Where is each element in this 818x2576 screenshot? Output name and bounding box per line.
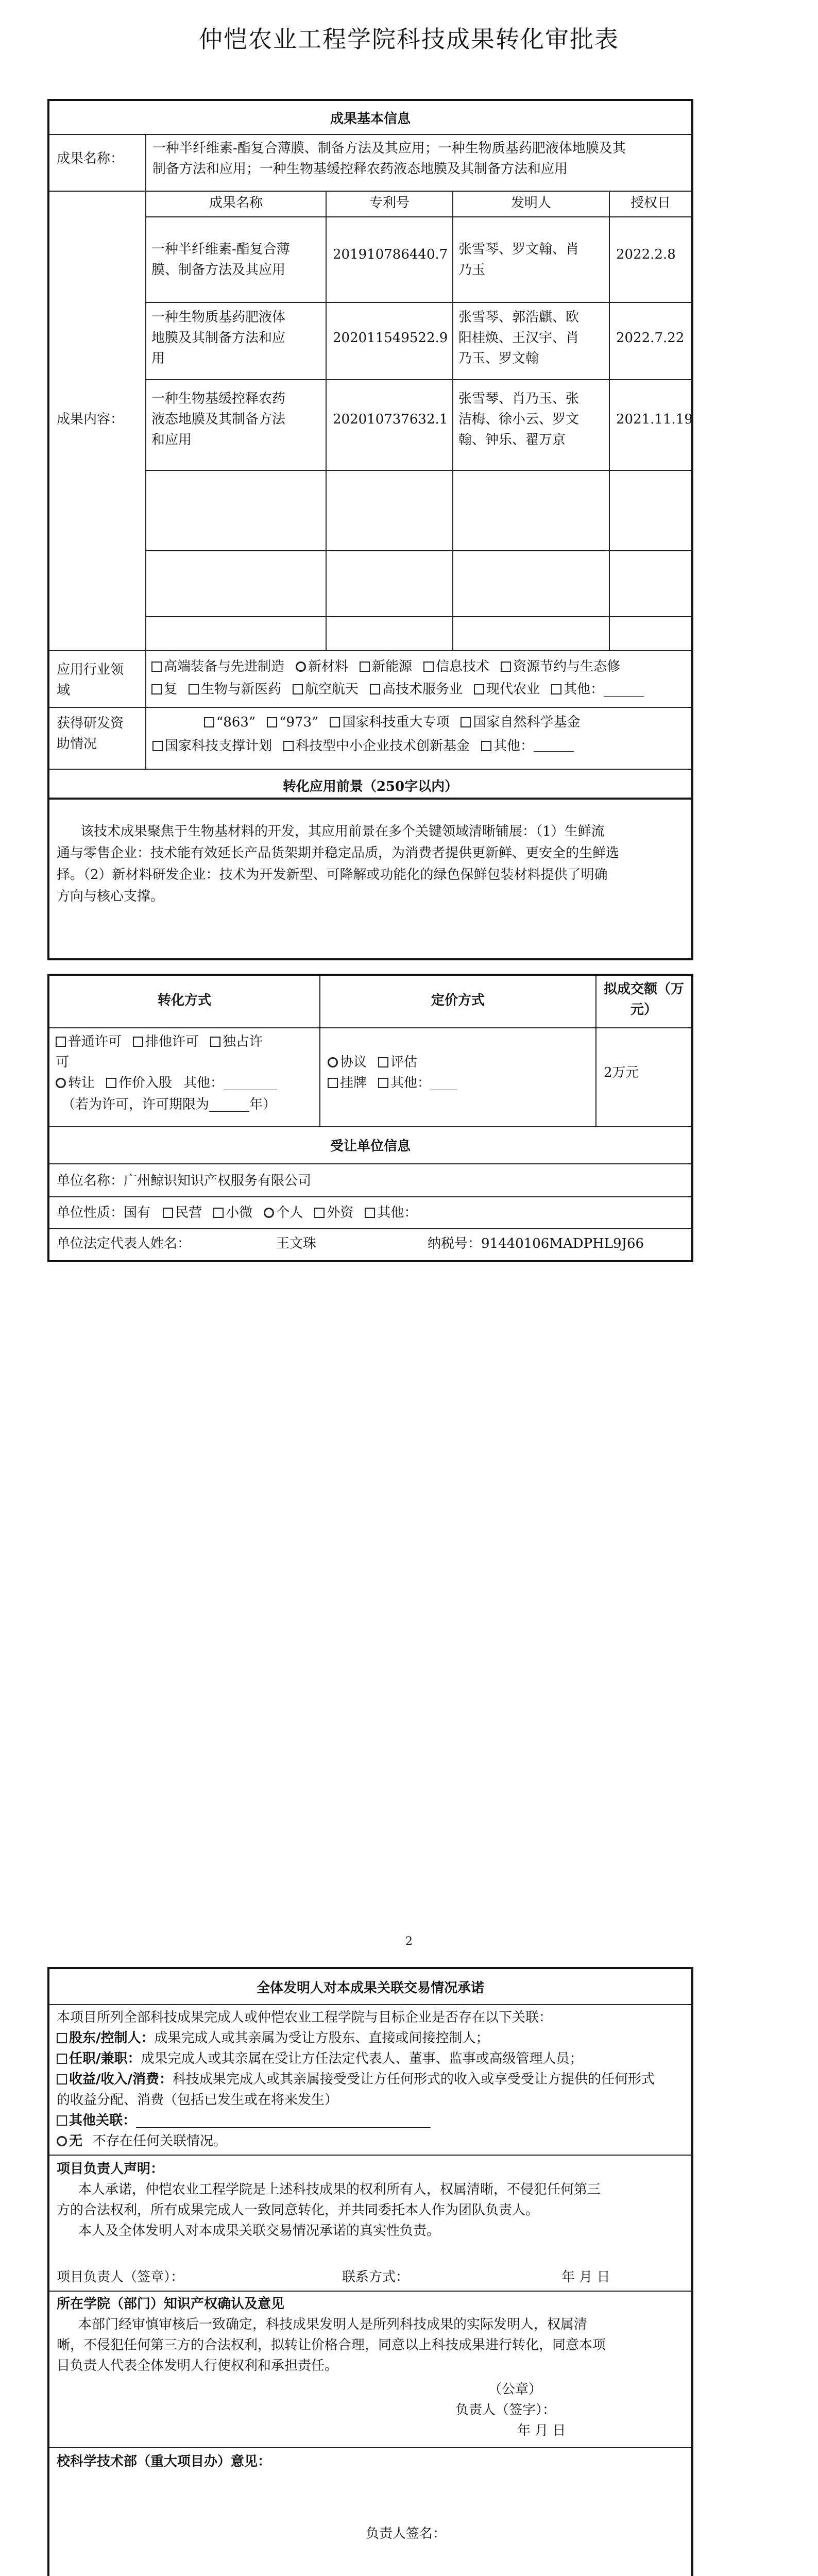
legal-rep-label: 单位法定代表人姓名： <box>57 1236 191 1251</box>
option-item[interactable] <box>133 1034 199 1049</box>
receiver-nature-options <box>163 1205 429 1221</box>
license-period-note: （若为许可，许可期限为______年） <box>62 1097 277 1112</box>
option-label: 个人 <box>276 1205 303 1221</box>
option-item[interactable] <box>204 715 255 730</box>
transfer-table <box>47 974 693 1262</box>
patent-title: 和应用 <box>151 432 192 448</box>
option-item[interactable] <box>370 682 463 697</box>
leader-line: 方的合法权利，所有成果完成人一致同意转化，并共同委托本人作为团队负责人。 <box>57 2202 539 2218</box>
option-label: 其他：＿＿＿ <box>493 738 574 754</box>
relation-item-position: 任职/兼职：成果完成人或其亲属在受让方任法定代表人、董事、监事或高级管理人员； <box>57 2049 583 2068</box>
option-item[interactable] <box>551 682 644 697</box>
option-item[interactable] <box>267 715 318 730</box>
industry-label: 应用行业领 <box>57 662 124 677</box>
checkbox[interactable] <box>57 2054 67 2064</box>
relation-item-income-cont: 的收益分配、消费（包括已发生或在将来发生） <box>57 2092 338 2108</box>
option-label: 信息技术 <box>436 659 490 674</box>
checkbox[interactable] <box>267 717 277 727</box>
option-label: 小微 <box>226 1205 253 1221</box>
industry-label: 域 <box>57 683 71 698</box>
option-label: 现代农业 <box>486 682 540 697</box>
patent-title: 用 <box>151 351 165 366</box>
patent-inventors: 张雪琴、郭浩麒、欧 <box>458 310 580 325</box>
patent-inventors: 张雪琴、肖乃玉、张 <box>458 391 580 406</box>
checkbox[interactable] <box>213 1208 224 1218</box>
radio-selected[interactable] <box>56 1078 66 1088</box>
checkbox[interactable] <box>57 2115 67 2126</box>
receiver-header: 受让单位信息 <box>330 1139 411 1154</box>
checkbox[interactable] <box>328 1078 338 1088</box>
prospect-section <box>47 798 693 960</box>
school-sign: 负责人签名： <box>366 2526 447 2541</box>
checkbox[interactable] <box>501 662 511 672</box>
checkbox[interactable] <box>57 2033 67 2043</box>
funding-options-line-2 <box>152 737 585 755</box>
checkbox[interactable] <box>283 741 294 751</box>
patent-inventors: 乃玉、罗文翰 <box>458 351 539 366</box>
patent-title: 一种半纤维素-酯复合薄 <box>151 242 290 257</box>
checkbox[interactable] <box>378 1078 388 1088</box>
checkbox[interactable] <box>133 1037 143 1047</box>
checkbox[interactable] <box>481 741 491 751</box>
option-item[interactable] <box>378 1055 417 1070</box>
col-header-name: 成果名称 <box>209 195 263 211</box>
pricing-options-2 <box>328 1074 469 1092</box>
transfer-mode-header: 转化方式 <box>157 993 211 1008</box>
prospect-line: 通与零售企业：技术能有效延长产品货架期并稳定品质，为消费者提供更新鲜、更安全的生鲜选 <box>57 845 620 861</box>
prospect-header: 转化应用前景（250字以内） <box>282 779 458 794</box>
checkbox[interactable] <box>360 662 370 672</box>
commitment-table <box>47 1967 693 2576</box>
option-label: 普通许可 <box>68 1034 122 1049</box>
deal-amount: 2万元 <box>604 1065 639 1080</box>
patent-inventors: 乃玉 <box>458 262 486 278</box>
option-label: 新材料 <box>308 659 349 674</box>
prospect-line: 方向与核心支撑。 <box>57 889 164 904</box>
option-label: 复 <box>164 682 178 697</box>
relation-item-none: 无 不存在任何关联情况。 <box>57 2132 227 2150</box>
option-item[interactable] <box>151 682 177 697</box>
option-item[interactable] <box>283 738 470 754</box>
option-item[interactable] <box>210 1034 263 1049</box>
option-item[interactable] <box>296 659 348 674</box>
leader-date: 年 月 日 <box>561 2269 610 2285</box>
option-item[interactable] <box>328 1055 367 1070</box>
option-label: 独占许 <box>223 1034 263 1049</box>
option-label: 民营 <box>175 1205 202 1221</box>
form-title: 仲恺农业工程学院科技成果转化审批表 <box>199 25 619 53</box>
patent-title: 液态地膜及其制备方法 <box>151 412 286 427</box>
option-item[interactable] <box>423 659 489 674</box>
option-label: “863” <box>216 715 256 730</box>
commitment-intro: 本项目所列全部科技成果完成人或仲恺农业工程学院与目标企业是否存在以下关联： <box>57 2010 553 2025</box>
option-item[interactable] <box>151 659 284 674</box>
option-label: 其他： <box>377 1205 418 1221</box>
option-item[interactable] <box>264 1205 303 1221</box>
school-opinion-head: 校科学技术部（重大项目办）意见： <box>57 2454 271 2469</box>
prospect-line: 该技术成果聚焦于生物基材料的开发，其应用前景在多个关键领域清晰铺展：（1）生鲜流 <box>80 824 605 839</box>
option-label: 国家科技重大专项 <box>342 715 450 730</box>
option-label: 国家自然科学基金 <box>473 715 581 730</box>
legal-rep-name: 王文珠 <box>276 1236 317 1251</box>
name-line-2: 制备方法和应用；一种生物基缓控释农药液态地膜及其制备方法和应用 <box>152 161 568 177</box>
checkbox[interactable] <box>151 684 162 694</box>
option-item[interactable] <box>330 715 449 730</box>
checkbox[interactable] <box>461 717 471 727</box>
option-item[interactable] <box>106 1075 172 1091</box>
prospect-line: 择。（2）新材料研发企业：技术为开发新型、可降解或功能化的绿色保鲜包装材料提供了明确 <box>57 867 608 883</box>
col-header-date: 授权日 <box>630 195 671 211</box>
department-sign: 负责人（签字）： <box>455 2402 556 2418</box>
checkbox[interactable] <box>210 1037 220 1047</box>
option-item[interactable] <box>501 659 620 674</box>
pricing-options <box>328 1053 429 1072</box>
option-item[interactable] <box>378 1075 457 1091</box>
option-item[interactable] <box>189 682 281 697</box>
option-item[interactable] <box>163 1205 202 1221</box>
option-label: 挂牌 <box>340 1075 367 1091</box>
department-line: 本部门经审慎审核后一致确定，科技成果发明人是所列科技成果的实际发明人，权属清 <box>78 2317 588 2332</box>
option-item[interactable] <box>365 1205 417 1221</box>
name-line-1: 一种半纤维素-酯复合薄膜、制备方法及其应用；一种生物质基药肥液体地膜及其 <box>152 141 626 156</box>
transfer-mode-wrap: 可 <box>56 1055 70 1070</box>
checkbox[interactable] <box>423 662 434 672</box>
option-item[interactable] <box>152 738 272 754</box>
option-item[interactable] <box>183 1075 277 1091</box>
radio-selected[interactable] <box>264 1208 274 1218</box>
option-label: 其他：________ <box>183 1075 278 1091</box>
industry-options-line-1 <box>151 657 632 676</box>
option-label: 外资 <box>327 1205 354 1221</box>
leader-line: 本人及全体发明人对本成果关联交易情况承诺的真实性负责。 <box>78 2223 440 2239</box>
department-line: 晰，不侵犯任何第三方的合法权利，拟转让价格合理，同意以上科技成果进行转化，同意本项 <box>57 2337 606 2353</box>
tax-number: 纳税号：91440106MADPHL9J66 <box>428 1236 644 1251</box>
checkbox[interactable] <box>163 1208 173 1218</box>
amount-header: 元） <box>630 1002 657 1018</box>
department-line: 目负责人代表全体发明人行使权利和承担责任。 <box>57 2358 338 2374</box>
commitment-header: 全体发明人对本成果关联交易情况承诺 <box>256 1980 484 1996</box>
option-label: 科技型中小企业技术创新基金 <box>296 738 470 754</box>
patent-number: 202011549522.9 <box>333 330 448 346</box>
pricing-header: 定价方式 <box>431 993 485 1008</box>
option-label: 资源节约与生态修 <box>513 659 621 674</box>
leader-contact-label: 联系方式： <box>342 2269 410 2285</box>
checkbox[interactable] <box>551 684 561 694</box>
amount-header: 拟成交额（万 <box>603 981 684 997</box>
option-item[interactable] <box>461 715 580 730</box>
option-label: “973” <box>279 715 319 730</box>
patent-inventors: 翰、钟乐、翟万京 <box>458 432 566 448</box>
option-label: 排他许可 <box>145 1034 199 1049</box>
option-item[interactable] <box>56 1075 95 1091</box>
patent-inventors: 洁梅、徐小云、罗文 <box>458 412 580 427</box>
transfer-mode-options <box>56 1032 274 1051</box>
receiver-name: 单位名称：广州鲸识知识产权服务有限公司 <box>57 1173 312 1189</box>
page-number: 2 <box>405 1935 413 1948</box>
option-item[interactable] <box>314 1205 353 1221</box>
department-seal: （公章） <box>488 2382 542 2397</box>
checkbox[interactable] <box>189 684 199 694</box>
patent-inventors: 阳桂焕、王汉宇、肖 <box>458 330 580 346</box>
radio-selected[interactable] <box>296 662 306 672</box>
leader-line: 本人承诺，仲恺农业工程学院是上述科技成果的权利所有人，权属清晰，不侵犯任何第三 <box>78 2182 601 2197</box>
option-label: 高技术服务业 <box>382 682 463 697</box>
radio-selected[interactable] <box>57 2136 67 2146</box>
content-label: 成果内容： <box>57 412 124 427</box>
industry-options-line-2 <box>151 680 655 699</box>
option-label: 其他：____ <box>390 1075 458 1091</box>
option-item[interactable] <box>474 682 540 697</box>
option-label: 高端装备与先进制造 <box>164 659 285 674</box>
department-date: 年 月 日 <box>517 2423 566 2438</box>
receiver-nature-label: 单位性质：国有 <box>57 1205 151 1221</box>
patent-inventors: 张雪琴、罗文翰、肖 <box>458 242 580 257</box>
patent-number: 202010737632.1 <box>333 412 448 427</box>
name-label: 成果名称： <box>57 151 124 166</box>
patent-title: 一种生物基缓控释农药 <box>151 391 286 406</box>
option-label: 航空航天 <box>305 682 359 697</box>
funding-options-line-1 <box>204 713 591 732</box>
option-label: 转让 <box>68 1075 95 1091</box>
option-item[interactable] <box>328 1075 367 1091</box>
option-label: 作价入股 <box>118 1075 173 1091</box>
checkbox[interactable] <box>57 2074 67 2084</box>
option-label: 其他：______ <box>564 682 644 697</box>
patent-date: 2022.7.22 <box>616 330 685 346</box>
option-label: 评估 <box>390 1055 418 1070</box>
checkbox[interactable] <box>370 684 380 694</box>
transfer-mode-options-2 <box>56 1074 288 1092</box>
option-item[interactable] <box>293 682 359 697</box>
checkbox[interactable] <box>314 1208 325 1218</box>
department-head: 所在学院（部门）知识产权确认及意见 <box>57 2296 285 2312</box>
option-label: 新能源 <box>372 659 413 674</box>
option-item[interactable] <box>56 1034 122 1049</box>
option-label: 生物与新医药 <box>201 682 282 697</box>
col-header-patent: 专利号 <box>369 195 410 211</box>
relation-item-other: 其他关联：____________________________________________ <box>57 2111 431 2130</box>
leader-declaration-head: 项目负责人声明： <box>57 2161 164 2177</box>
checkbox[interactable] <box>474 684 484 694</box>
funding-label: 助情况 <box>57 736 97 752</box>
checkbox[interactable] <box>378 1057 388 1067</box>
option-item[interactable] <box>481 738 574 754</box>
option-item[interactable] <box>213 1205 252 1221</box>
receiver-nature <box>57 1204 429 1222</box>
leader-sign-label: 项目负责人（签章）： <box>57 2269 184 2285</box>
patent-title: 地膜及其制备方法和应 <box>151 330 286 346</box>
checkbox[interactable] <box>293 684 303 694</box>
checkbox[interactable] <box>152 741 163 751</box>
col-header-inventors: 发明人 <box>510 195 551 211</box>
option-item[interactable] <box>360 659 412 674</box>
relation-item-shareholder: 股东/控制人：成果完成人或其亲属为受让方股东、直接或间接控制人； <box>57 2029 489 2047</box>
radio-selected[interactable] <box>328 1057 338 1067</box>
checkbox[interactable] <box>204 717 214 727</box>
patent-number: 201910786440.7 <box>333 247 448 262</box>
option-label: 协议 <box>340 1055 367 1070</box>
checkbox[interactable] <box>106 1078 116 1088</box>
patent-date: 2022.2.8 <box>616 247 676 262</box>
checkbox[interactable] <box>330 717 340 727</box>
funding-label: 获得研发资 <box>57 716 124 731</box>
option-label: 国家科技支撑计划 <box>165 738 272 754</box>
checkbox[interactable] <box>365 1208 375 1218</box>
checkbox[interactable] <box>56 1037 66 1047</box>
patent-title: 一种生物质基药肥液体 <box>151 310 286 325</box>
relation-item-income: 收益/收入/消费：科技成果完成人或其亲属接受受让方任何形式的收入或享受受让方提供的任何形式 <box>57 2070 655 2089</box>
patent-date: 2021.11.19 <box>616 412 693 427</box>
basic-info-header: 成果基本信息 <box>330 111 411 127</box>
checkbox[interactable] <box>151 662 162 672</box>
patent-title: 膜、制备方法及其应用 <box>151 262 286 278</box>
basic-info-table <box>47 99 693 800</box>
